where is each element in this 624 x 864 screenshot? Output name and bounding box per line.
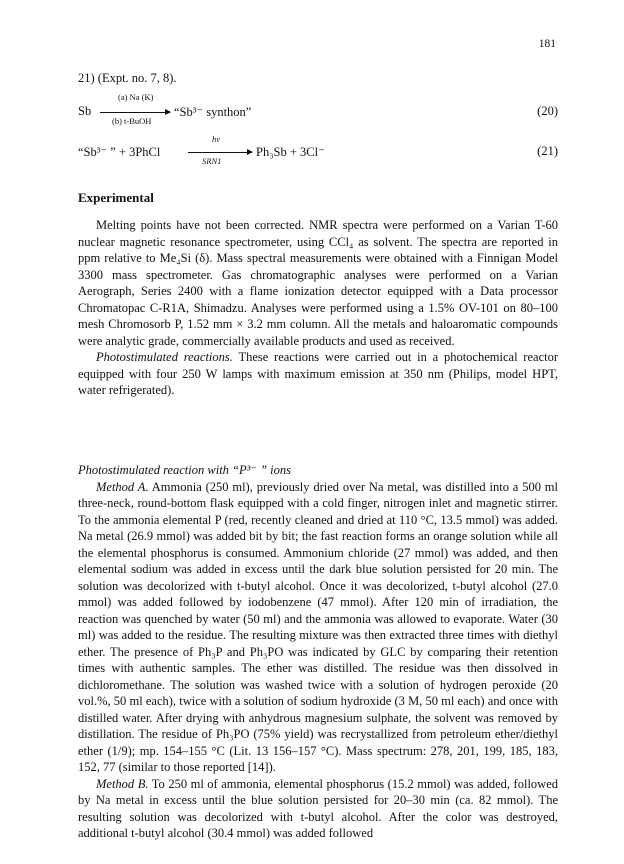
label-photostimulated-reactions: Photostimulated reactions. <box>96 350 233 364</box>
eq21-condition-top: hν <box>212 134 221 144</box>
label-method-a: Method A. <box>96 479 149 494</box>
eq21-arrow <box>188 152 252 153</box>
equation-20 <box>78 92 558 126</box>
eq21-left: “Sb³⁻ ” + 3PhCl <box>78 145 161 159</box>
equation-21 <box>78 134 558 168</box>
eq20-condition-bottom: (b) t-BuOH <box>112 116 152 126</box>
eq20-arrow <box>100 112 170 113</box>
eq21-right: Ph₃Sb + 3Cl⁻ <box>256 145 325 159</box>
subsection-title <box>78 462 558 479</box>
label-method-b: Method B. <box>96 776 149 791</box>
paragraph-method-a <box>78 479 558 776</box>
section-heading-experimental: Experimental <box>78 190 154 205</box>
subsection-title-text: Photostimulated reaction with “P³⁻ ” ions <box>78 463 292 477</box>
paragraph-photostimulated-reactions <box>78 349 558 399</box>
text-photostimulated-reactions: These reactions were carried out in a photochemical reactor equipped with four 250 W lamps with maximum emission at 350 nm (Philips, model HPT, water refrigerated). <box>78 350 558 397</box>
eq20-number: (20) <box>537 104 558 118</box>
page-number: 181 <box>538 38 556 50</box>
intro-line: 21) (Expt. no. 7, 8). <box>78 71 177 85</box>
eq20-left: Sb <box>78 104 92 118</box>
subsection-p3-ions <box>78 462 558 842</box>
eq21-number: (21) <box>537 144 558 158</box>
eq21-condition-bottom: SRN1 <box>202 156 222 166</box>
text-method-b: To 250 ml of ammonia, elemental phosphorus (15.2 mmol) was added, followed by Na metal in excess until the blue solution persisted for 20–30 min (ca. 82 mmol). The resulting solution was decolorized with t-butyl alcohol. After the color was destroyed, additional t-butyl alcohol (30.4 mmol) was added followed <box>78 776 558 840</box>
text-method-a: Ammonia (250 ml), previously dried over Na metal, was distilled into a 500 ml three-neck, round-bottom flask equipped with a cold finger, nitrogen inlet and magnetic stirrer. To the ammonia elemental P (red, recently cleaned and dried at 110 °C, 13.5 mmol) was added. Na metal (26.9 mmol) was added bit by bit; the fast reaction forms an orange solution while all the elemental phosphorus is consumed. Ammonium chloride (27 mmol) was added, and then elemental sodium was added in excess until the dark blue solution persisted for 20 min. The solution was decolorized with t-butyl alcohol. Once it was decolorized, t-butyl alcohol (27.0 mmol) was added followed by iodobenzene (47 mmol). After 120 min of irradiation, the reaction was quenched by water (50 ml) and the ammonia was allowed to evaporate. Water (30 ml) was added to the residue. The resulting mixture was then extracted three times with diethyl ether. The presence of Ph₃P and Ph₃PO was indicated by GLC by comparing their retention times with authentic samples. The ether was distilled. The residue was then dissolved in dichloromethane. The solution was washed twice with a solution of hydrogen peroxide (20 vol.%, 50 ml each), twice with a solution of sodium hydroxide (3 M, 50 ml each) and once with distilled water. After drying with anhydrous magnesium sulphate, the solvent was removed by distillation. The residue of Ph₃PO (75% yield) was recrystallized from petroleum ether/diethyl ether (1/9); mp. 154–155 °C (Lit. 13 156–157 °C). Mass spectrum: 278, 201, 199, 185, 183, 152, 77 (similar to those reported [14]). <box>78 479 559 774</box>
eq20-condition-top: (a) Na (K) <box>118 92 154 102</box>
experimental-body <box>78 217 558 399</box>
paragraph-general-methods: Melting points have not been corrected. NMR spectra were performed on a Varian T-60 nuclear magnetic resonance spectrometer, using CCl₄ as solvent. The spectra are reported in ppm relative to Me₄Si (δ). Mass spectral measurements were obtained with a Finnigan Model 3300 mass spectrometer. Gas chromatographic analyses were performed on a Varian Aerograph, Series 2400 with a flame ionization detector equipped with a Data processor Chromatopac C-R1A, Shimadzu. Analyses were performed using a 1.5% OV-101 on 80–100 mesh Chromosorb P, 1.52 mm × 3.2 mm column. All the metals and haloaromatic compounds were analytic grade, commercially available products and used as received. <box>78 218 558 348</box>
paragraph-method-b <box>78 776 558 842</box>
eq20-right: “Sb³⁻ synthon” <box>174 105 252 119</box>
